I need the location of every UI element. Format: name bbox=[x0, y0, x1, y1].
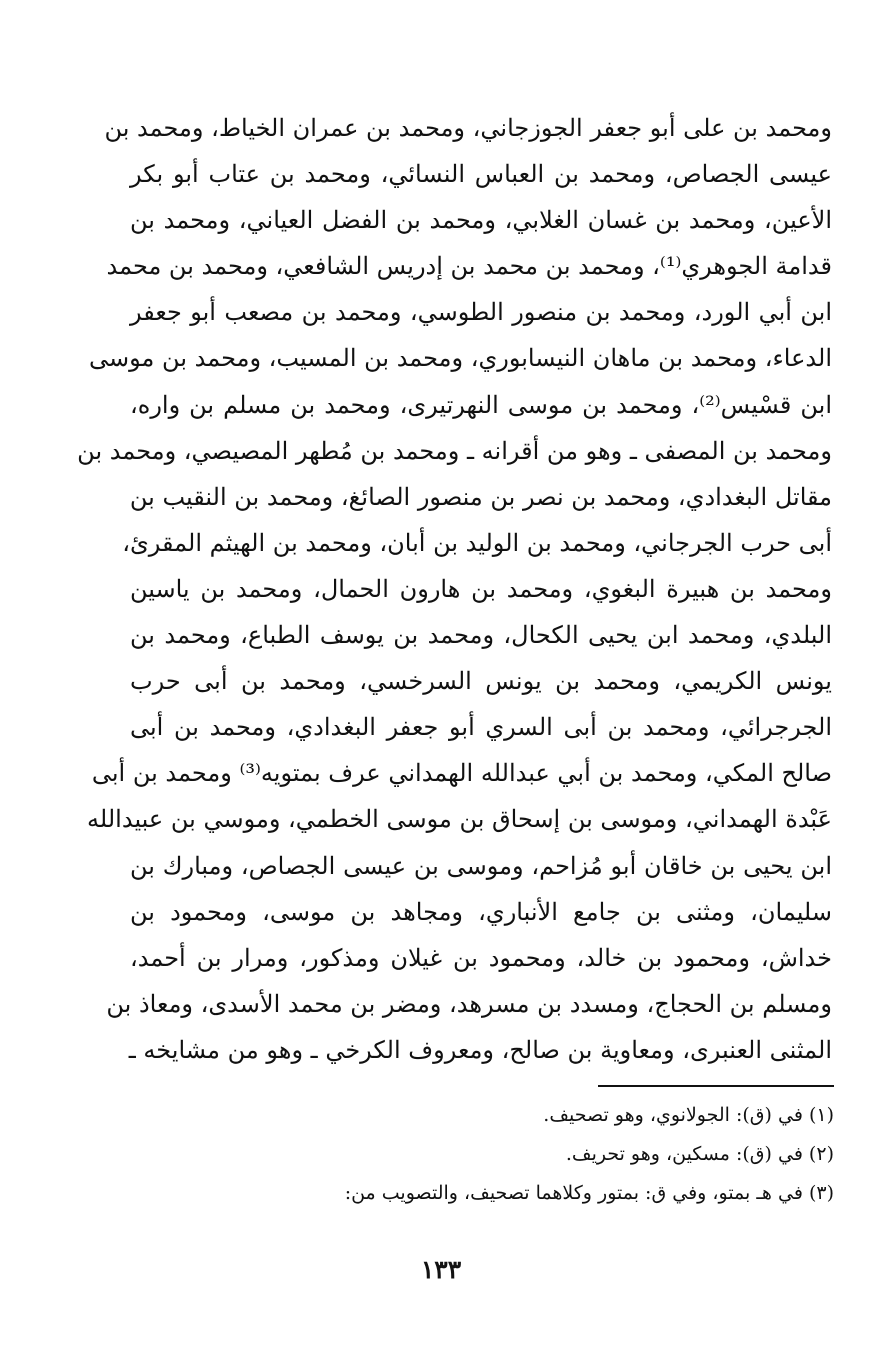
main-text-block bbox=[77, 105, 833, 1073]
text-line: خداش، ومحمود بن خالد، ومحمود بن غيلان ومذكور، ومرار بن أحمد، bbox=[130, 943, 832, 972]
text-line: مقاتل البغدادي، ومحمد بن نصر بن منصور الصائغ، ومحمد بن النقيب بن bbox=[129, 482, 832, 511]
text-line: قدامة الجوهري⁽¹⁾، ومحمد بن محمد بن إدريس الشافعي، ومحمد بن محمد bbox=[106, 252, 832, 281]
text-line: الدعاء، ومحمد بن ماهان النيسابوري، ومحمد بن المسيب، ومحمد بن موسى bbox=[89, 344, 832, 373]
text-line: الجرجرائي، ومحمد بن أبى السري أبو جعفر البغدادي، ومحمد بن أبى bbox=[130, 713, 832, 742]
text-line: ومحمد بن هبيرة البغوي، ومحمد بن هارون الحمال، ومحمد بن ياسين bbox=[130, 574, 832, 603]
text-line: ومحمد بن على أبو جعفر الجوزجاني، ومحمد بن عمران الخياط، ومحمد بن bbox=[104, 114, 832, 142]
page-number: ١٣٣ bbox=[420, 1255, 462, 1284]
text-line: يونس الكريمي، ومحمد بن يونس السرخسي، ومحمد بن أبى حرب bbox=[130, 667, 832, 696]
text-line: المثنى العنبرى، ومعاوية بن صالح، ومعروف الكرخي ـ وهو من مشايخه ـ bbox=[128, 1035, 832, 1064]
text-line: صالح المكي، ومحمد بن أبي عبدالله الهمداني عرف بمتويه⁽³⁾ ومحمد بن أبى bbox=[91, 759, 832, 788]
footnote-separator bbox=[598, 1085, 834, 1087]
text-line: أبى حرب الجرجاني، ومحمد بن الوليد بن أبان، ومحمد بن الهيثم المقرئ، bbox=[122, 528, 832, 557]
text-line: ومسلم بن الحجاج، ومسدد بن مسرهد، ومضر بن محمد الأسدى، ومعاذ بن bbox=[106, 989, 832, 1018]
text-line: عَبْدة الهمداني، وموسى بن إسحاق بن موسى الخطمي، وموسي بن عبيدالله bbox=[87, 805, 832, 834]
text-line: ابن يحيى بن خاقان أبو مُزاحم، وموسى بن عيسى الجصاص، ومبارك بن bbox=[130, 851, 832, 880]
footnote-3: (٣) في هـ بمتو، وفي ق: بمتور وكلاهما تصحيف، والتصويب من: bbox=[344, 1182, 834, 1204]
footnotes-block bbox=[130, 1096, 834, 1213]
text-line: ابن قسْيس⁽²⁾، ومحمد بن موسى النهرتيرى، ومحمد بن مسلم بن واره، bbox=[130, 390, 832, 419]
text-line: ابن أبي الورد، ومحمد بن منصور الطوسي، ومحمد بن مصعب أبو جعفر bbox=[130, 298, 833, 327]
footnote-2: (٢) في (ق): مسكين، وهو تحريف. bbox=[565, 1143, 834, 1165]
text-line: سليمان، ومثنى بن جامع الأنباري، ومجاهد بن موسى، ومحمود بن bbox=[130, 897, 832, 926]
footnote-1: (١) في (ق): الجولانوي، وهو تصحيف. bbox=[543, 1104, 834, 1126]
text-line: الأعين، ومحمد بن غسان الغلابي، ومحمد بن الفضل العياني، ومحمد بن bbox=[130, 206, 832, 235]
text-line: البلدي، ومحمد ابن يحيى الكحال، ومحمد بن يوسف الطباع، ومحمد بن bbox=[130, 621, 832, 650]
text-line: ومحمد بن المصفى ـ وهو من أقرانه ـ ومحمد بن مُطهر المصيصي، ومحمد بن bbox=[77, 436, 832, 465]
text-line: عيسى الجصاص، ومحمد بن العباس النسائي، ومحمد بن عتاب أبو بكر bbox=[130, 160, 832, 189]
